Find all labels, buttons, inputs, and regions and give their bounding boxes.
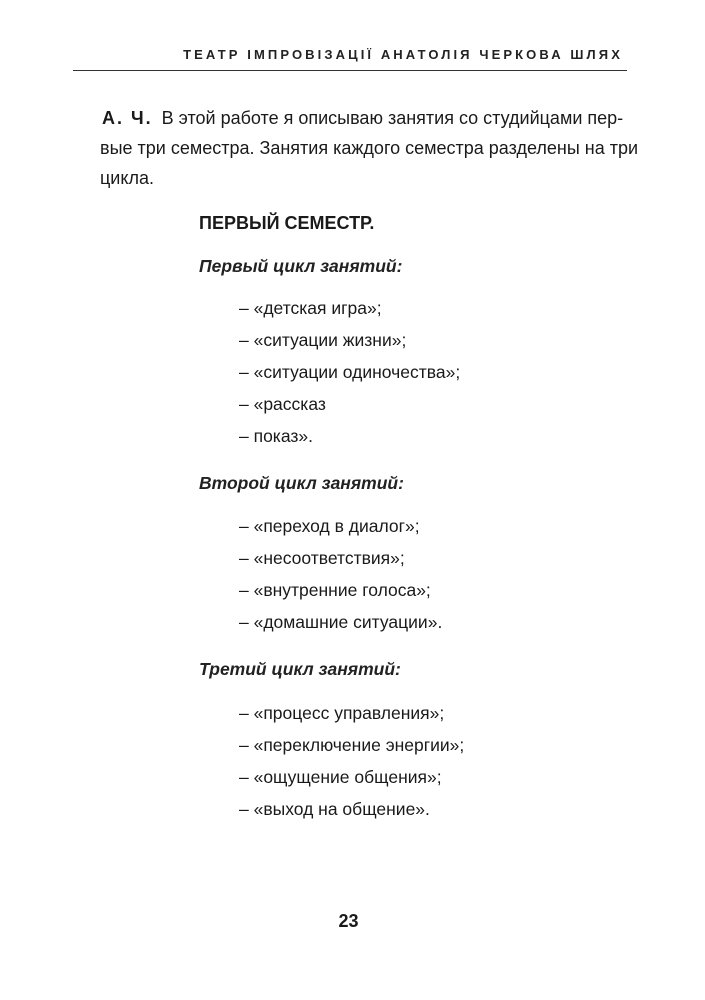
intro-text-1: В этой работе я описываю занятия со студийцами пер- (161, 108, 624, 128)
cycle-title-1: Первый цикл занятий: (199, 256, 403, 276)
list-item: – «детская игра»; (239, 298, 382, 318)
list-item: – «ощущение общения»; (239, 767, 442, 787)
list-item: – «выход на общение». (239, 799, 430, 819)
list-item: – «домашние ситуации». (239, 612, 443, 632)
running-header: ТЕАТР ІМПРОВІЗАЦІЇ АНАТОЛІЯ ЧЕРКОВА ШЛЯХ (183, 47, 623, 62)
list-item: – показ». (239, 426, 313, 446)
header-rule (73, 70, 627, 71)
list-item: – «ситуации одиночества»; (239, 362, 461, 382)
list-item: – «переключение энергии»; (239, 735, 465, 755)
intro-line-3: цикла. (100, 168, 154, 188)
cycle-title-3: Третий цикл занятий: (199, 659, 401, 679)
cycle-list-2 (239, 510, 442, 638)
cycle-list-3 (239, 697, 464, 825)
list-item: – «ситуации жизни»; (239, 330, 407, 350)
intro-paragraph (100, 103, 639, 193)
intro-line-1 (102, 103, 630, 133)
list-item: – «процесс управления»; (239, 703, 445, 723)
list-item: – «переход в диалог»; (239, 516, 420, 536)
semester-title: ПЕРВЫЙ СЕМЕСТР. (199, 213, 375, 233)
cycle-list-1 (239, 292, 460, 452)
cycle-title-2: Второй цикл занятий: (199, 473, 404, 493)
intro-line-2: вые три семестра. Занятия каждого семестра разделены на три (100, 138, 639, 158)
page-number: 23 (338, 911, 359, 931)
list-item: – «несоответствия»; (239, 548, 405, 568)
author-initials: А. Ч. (102, 108, 153, 128)
list-item: – «внутренние голоса»; (239, 580, 431, 600)
list-item: – «рассказ (239, 394, 326, 414)
